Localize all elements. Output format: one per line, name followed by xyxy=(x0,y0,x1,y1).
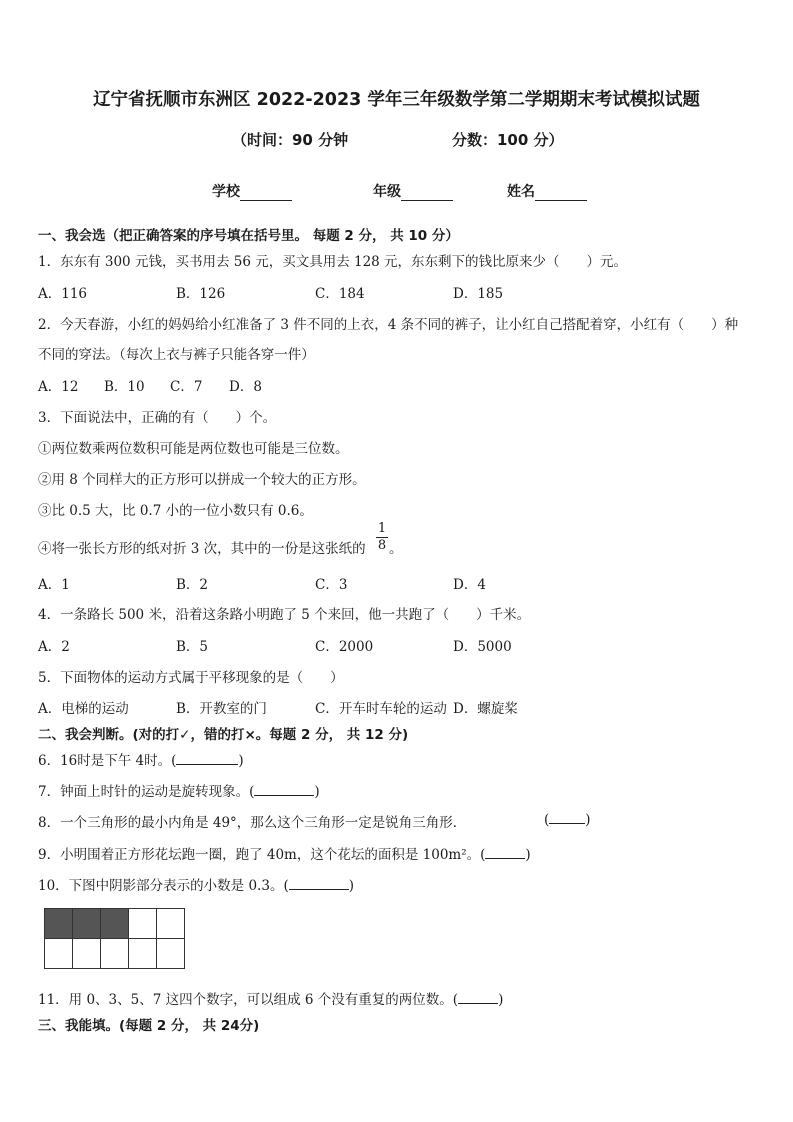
q10-answer-blank[interactable] xyxy=(289,877,349,890)
school-blank[interactable] xyxy=(240,186,292,201)
q4-option-b: B．5 xyxy=(176,639,209,655)
q3-option-c: C．3 xyxy=(315,577,348,593)
question-7 xyxy=(38,780,320,800)
q1-option-b: B．126 xyxy=(176,286,226,302)
question-11 xyxy=(38,988,503,1008)
name-label: 姓名 xyxy=(507,184,535,200)
q3-option-b: B．2 xyxy=(176,577,209,593)
q3-option-d: D．4 xyxy=(453,577,486,593)
q7-close: ) xyxy=(314,784,320,800)
exam-score: 分数：100 分） xyxy=(452,131,564,149)
page-title: 辽宁省抚顺市东洲区 2022-2023 学年三年级数学第二学期期末考试模拟试题 xyxy=(93,90,700,110)
section3-heading: 三、我能填。(每题 2 分， 共 24分) xyxy=(38,1018,260,1034)
q3-statement-2: ②用 8 个同样大的正方形可以拼成一个较大的正方形。 xyxy=(38,472,366,488)
q7-answer-blank[interactable] xyxy=(254,783,314,796)
question-6 xyxy=(38,749,244,769)
grid-cell xyxy=(101,939,129,969)
section2-heading: 二、我会判断。(对的打✓，错的打×。每题 2 分， 共 12 分) xyxy=(38,727,409,743)
question-8: 8．一个三角形的最小内角是 49°，那么这个三角形一定是锐角三角形． xyxy=(38,815,467,831)
q6-close: ) xyxy=(238,753,244,769)
q6-text: 6．16时是下午 4时。( xyxy=(38,753,177,769)
q10-close: ) xyxy=(348,878,354,894)
question-2-line1: 2．今天春游，小红的妈妈给小红准备了 3 件不同的上衣，4 条不同的裤子，让小红自己搭配着穿，小红有（ ）种 xyxy=(38,317,739,333)
fraction-numerator: 1 xyxy=(377,521,387,536)
q2-option-b: B．10 xyxy=(104,379,145,395)
fraction-one-eighth xyxy=(376,522,388,553)
q9-close: ) xyxy=(525,847,531,863)
name-blank[interactable] xyxy=(535,186,587,201)
school-label: 学校 xyxy=(212,184,240,200)
q9-answer-blank[interactable] xyxy=(485,846,525,859)
q5-option-c: C．开车时车轮的运动 xyxy=(315,701,447,717)
school-field xyxy=(212,181,292,201)
grade-blank[interactable] xyxy=(401,186,453,201)
question-1: 1．东东有 300 元钱，买书用去 56 元，买文具用去 128 元，东东剩下的钱比原来少（ ）元。 xyxy=(38,254,628,270)
question-4: 4．一条路长 500 米，沿着这条路小明跑了 5 个来回，他一共跑了（ ）千米。 xyxy=(38,607,531,623)
fraction-denominator: 8 xyxy=(377,538,387,553)
grid-cell xyxy=(45,939,73,969)
question-10 xyxy=(38,874,354,894)
q3-statement-3: ③比 0.5 大，比 0.7 小的一位小数只有 0.6。 xyxy=(38,503,313,519)
shaded-grid-figure xyxy=(44,908,185,969)
q4-option-a: A．2 xyxy=(38,639,70,655)
grade-field xyxy=(373,181,453,201)
q3-statement-4: ④将一张长方形的纸对折 3 次，其中的一份是这张纸的 xyxy=(38,541,366,557)
question-2-line2: 不同的穿法。（每次上衣与裤子只能各穿一件） xyxy=(38,347,315,363)
question-9 xyxy=(38,843,531,863)
grade-label: 年级 xyxy=(373,184,401,200)
grid-cell xyxy=(157,909,185,939)
section1-heading: 一、我会选（把正确答案的序号填在括号里。 每题 2 分， 共 10 分） xyxy=(38,228,459,244)
grid-cell-shaded xyxy=(101,909,129,939)
q5-option-b: B．开教室的门 xyxy=(176,701,267,717)
q5-option-d: D．螺旋桨 xyxy=(453,701,518,717)
q9-text: 9．小明围着正方形花坛跑一圈，跑了 40m，这个花坛的面积是 100m²。( xyxy=(38,847,486,863)
q6-answer-blank[interactable] xyxy=(176,752,238,765)
name-field xyxy=(507,181,587,201)
q2-option-c: C．7 xyxy=(170,379,203,395)
q4-option-c: C．2000 xyxy=(315,639,374,655)
q3-option-a: A．1 xyxy=(38,577,70,593)
q10-text: 10．下图中阴影部分表示的小数是 0.3。( xyxy=(38,878,289,894)
grid-cell-shaded xyxy=(73,909,101,939)
grid-cell xyxy=(129,939,157,969)
q3-statement-4-end: 。 xyxy=(389,541,403,557)
grid-cell xyxy=(73,939,101,969)
q8-answer xyxy=(544,811,591,828)
q11-text: 11．用 0、3、5、7 这四个数字，可以组成 6 个没有重复的两位数。( xyxy=(38,992,459,1008)
question-5: 5．下面物体的运动方式属于平移现象的是（ ） xyxy=(38,670,344,686)
q5-option-a: A．电梯的运动 xyxy=(38,701,129,717)
q8-open: ( xyxy=(544,812,550,828)
q11-answer-blank[interactable] xyxy=(458,991,498,1004)
q11-close: ) xyxy=(498,992,504,1008)
q8-close: ) xyxy=(585,812,591,828)
q3-statement-1: ①两位数乘两位数积可能是两位数也可能是三位数。 xyxy=(38,441,349,457)
q4-option-d: D．5000 xyxy=(453,639,512,655)
q1-option-c: C．184 xyxy=(315,286,365,302)
q1-option-a: A．116 xyxy=(38,286,88,302)
exam-time: （时间：90 分钟 xyxy=(232,131,349,149)
grid-cell xyxy=(129,909,157,939)
grid-cell-shaded xyxy=(45,909,73,939)
q8-answer-blank[interactable] xyxy=(549,811,585,824)
q1-option-d: D．185 xyxy=(453,286,504,302)
q2-option-d: D．8 xyxy=(229,379,262,395)
question-3: 3．下面说法中，正确的有（ ）个。 xyxy=(38,410,277,426)
grid-cell xyxy=(157,939,185,969)
q2-option-a: A．12 xyxy=(38,379,79,395)
q7-text: 7．钟面上时针的运动是旋转现象。( xyxy=(38,784,255,800)
